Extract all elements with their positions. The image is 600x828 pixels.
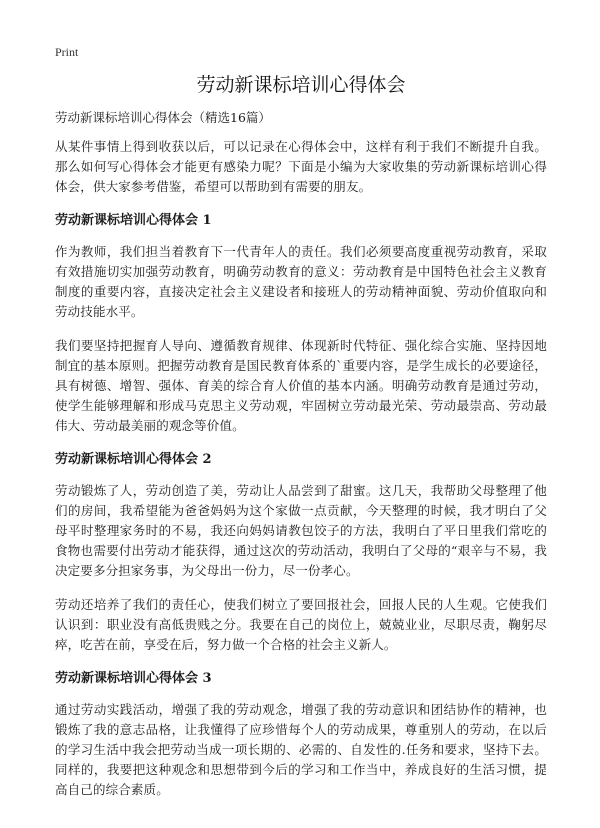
subtitle: 劳动新课标培训心得体会（精选16篇）	[55, 110, 271, 125]
section-1	[55, 211, 547, 436]
section-2	[55, 450, 547, 655]
section-heading: 劳动新课标培训心得体会 3	[55, 671, 212, 686]
section-paragraph: 作为教师，我们担当着教育下一代青年人的责任。我们必须要高度重视劳动教育，采取有效措施切实加强劳动教育，明确劳动教育的意义：劳动教育是中国特色社会主义教育制度的重要内容，直接决定社会主义建设者和接班人的劳动精神面貌、劳动价值取向和劳动技能水平。	[55, 244, 547, 319]
section-paragraph: 我们要坚持把握育人导向、遵循教育规律、体现新时代特征、强化综合实施、坚持因地制宜的基本原则。把握劳动教育是国民教育体系的`重要内容，是学生成长的必要途径，具有树德、增智、强体、育美的综合育人价值的基本内涵。明确劳动教育是通过劳动，使学生能够理解和形成马克思主义劳动观，牢固树立劳动最光荣、劳动最崇高、劳动最伟大、劳动最美丽的观念等价值。	[55, 338, 547, 433]
section-3	[55, 669, 547, 800]
section-paragraph: 通过劳动实践活动，增强了我的劳动观念，增强了我的劳动意识和团结协作的精神，也锻炼了我的意志品格，让我懂得了应珍惜每个人的劳动成果，尊重别人的劳动，在以后的学习生活中我会把劳动当成一项长期的、必需的、自发性的.任务和要求，坚持下去。同样的，我要把这种观念和思想带到今后的学习和工作当中，养成良好的生活习惯，提高自己的综合素质。	[55, 702, 547, 797]
page-title: 劳动新课标培训心得体会	[196, 74, 406, 96]
section-heading: 劳动新课标培训心得体会 1	[55, 213, 212, 228]
print-link[interactable]: Print	[55, 45, 79, 59]
section-paragraph: 劳动还培养了我们的责任心，使我们树立了要回报社会，回报人民的人生观。它使我们认识到：职业没有高低贵贱之分。我要在自己的岗位上，兢兢业业，尽职尽责，鞠躬尽瘁，吃苦在前，享受在后，努力做一个合格的社会主义新人。	[55, 597, 547, 652]
section-heading: 劳动新课标培训心得体会 2	[55, 452, 212, 467]
intro-paragraph: 从某件事情上得到收获以后，可以记录在心得体会中，这样有利于我们不断提升自我。那么如何写心得体会才能更有感染力呢？下面是小编为大家收集的劳动新课标培训心得体会，供大家参考借鉴，希望可以帮助到有需要的朋友。	[55, 139, 547, 194]
section-paragraph: 劳动锻炼了人，劳动创造了美，劳动让人品尝到了甜蜜。这几天，我帮助父母整理了他们的房间，我希望能为爸爸妈妈为这个家做一点贡献，今天整理的时候，我才明白了父母平时整理家务时的不易，我还向妈妈请教包饺子的方法，我明白了平日里我们常吃的食物也需要付出劳动才能获得，通过这次的劳动活动，我明白了父母的“艰辛与不易，我决定要多分担家务事，为父母出一份力，尽一份孝心。	[55, 483, 547, 578]
